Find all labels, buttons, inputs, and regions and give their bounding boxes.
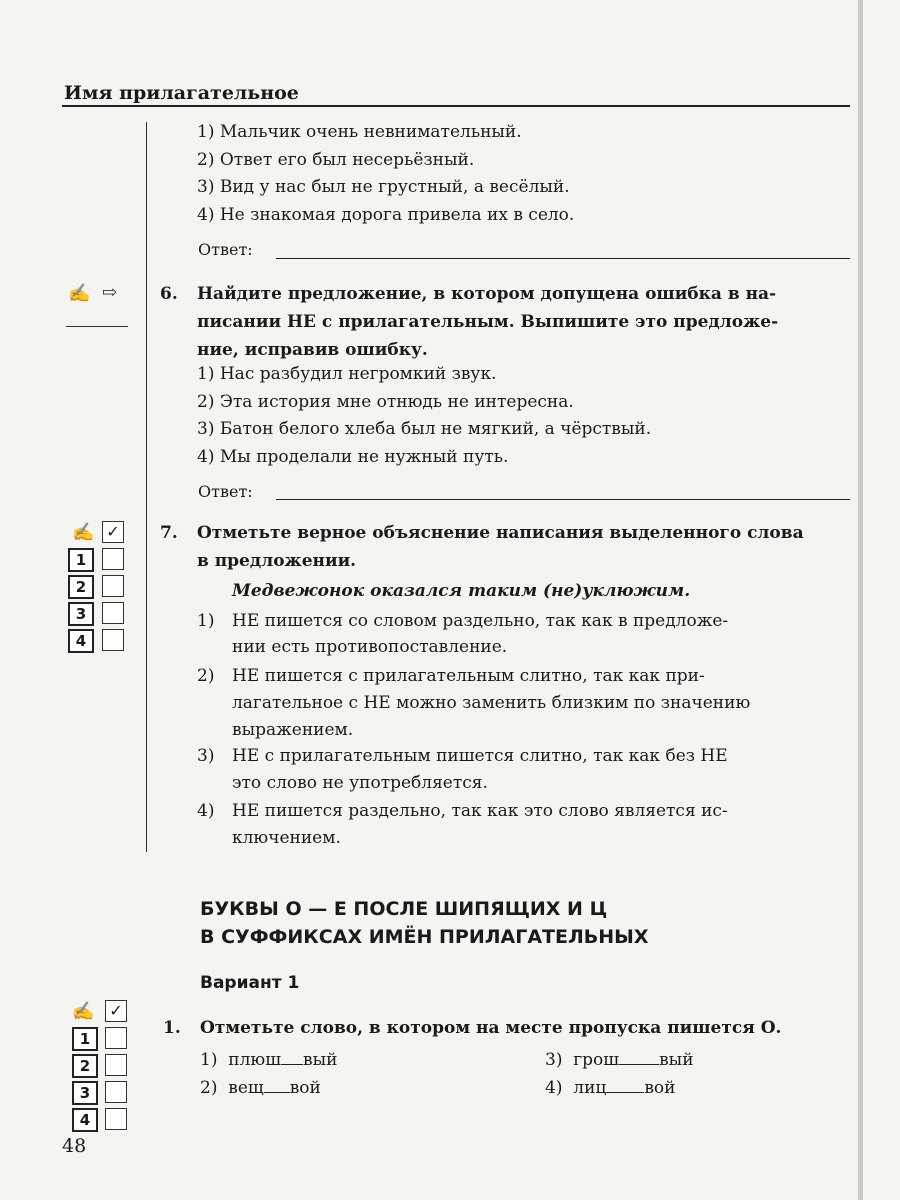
task6-answer-label: Ответ: — [198, 482, 253, 501]
task5-option-4: 4) Не знакомая дорога привела их в село. — [197, 205, 575, 225]
task7-option-2-line1: НЕ пишется с прилагательным слитно, так как при- — [232, 666, 705, 686]
task6-question-line1: Найдите предложение, в котором допущена ошибка в на- — [197, 284, 777, 304]
task7-number: 7. — [160, 523, 178, 543]
task1-question: Отметьте слово, в котором на месте пропуска пишется О. — [200, 1018, 782, 1038]
arrow-right-icon: ⇨ — [102, 282, 118, 303]
option-number-box: 2 — [68, 575, 94, 599]
task7-option-4-line1: НЕ пишется раздельно, так как это слово является ис- — [232, 801, 728, 821]
write-pen-icon: ✍ — [72, 1001, 95, 1022]
task1-option-4: 4) лиц вой — [545, 1074, 675, 1102]
page-number: 48 — [62, 1135, 87, 1157]
task1-number: 1. — [163, 1018, 181, 1038]
task7-option-3-line1: НЕ с прилагательным пишется слитно, так как без НЕ — [232, 746, 728, 766]
option-number-box: 4 — [68, 629, 94, 653]
task1-option-1: 1) плюш вый — [200, 1046, 337, 1074]
checkbox-checked[interactable]: ✓ — [102, 521, 124, 543]
option-number-box: 1 — [72, 1027, 98, 1051]
option-number-box: 2 — [72, 1054, 98, 1078]
task7-option-1-line1: НЕ пишется со словом раздельно, так как в предложе- — [232, 611, 729, 631]
task7-question-line2: в предложении. — [197, 551, 357, 571]
task6-question-line3: ние, исправив ошибку. — [197, 340, 428, 360]
margin-divider — [66, 326, 128, 327]
page-edge — [858, 0, 863, 1200]
task5-answer-label: Ответ: — [198, 240, 253, 259]
write-pen-icon: ✍ — [72, 522, 95, 543]
task5-answer-line[interactable] — [276, 258, 850, 259]
section-title-line2: В СУФФИКСАХ ИМЁН ПРИЛАГАТЕЛЬНЫХ — [200, 926, 649, 948]
task7-option-4-line2: ключением. — [232, 828, 341, 848]
task7-option-2-line2: лагательное с НЕ можно заменить близким по значению — [232, 693, 751, 713]
task6-option-4: 4) Мы проделали не нужный путь. — [197, 447, 509, 467]
option-number-box: 1 — [68, 548, 94, 572]
task1-option-2: 2) вещ вой — [200, 1074, 321, 1102]
task5-option-1: 1) Мальчик очень невнимательный. — [197, 122, 522, 142]
checkbox-checked[interactable]: ✓ — [105, 1000, 127, 1022]
answer-checkbox-2[interactable] — [102, 575, 124, 597]
answer-checkbox-2[interactable] — [105, 1054, 127, 1076]
task6-option-1: 1) Нас разбудил негромкий звук. — [197, 364, 497, 384]
task6-answer-line[interactable] — [276, 499, 850, 500]
option-number-box: 4 — [72, 1108, 98, 1132]
answer-checkbox-3[interactable] — [102, 602, 124, 624]
margin-rule — [146, 122, 147, 852]
task7-option-2-number: 2) — [197, 666, 215, 686]
task6-option-2: 2) Эта история мне отнюдь не интересна. — [197, 392, 574, 412]
header-rule — [62, 105, 850, 107]
answer-checkbox-4[interactable] — [102, 629, 124, 651]
task7-option-3-line2: это слово не употребляется. — [232, 773, 488, 793]
task7-option-2-line3: выражением. — [232, 720, 354, 740]
task7-option-1-line2: нии есть противопоставление. — [232, 637, 508, 657]
task6-number: 6. — [160, 284, 178, 304]
task7-question-line1: Отметьте верное объяснение написания выделенного слова — [197, 523, 804, 543]
option-number-box: 3 — [68, 602, 94, 626]
task7-option-3-number: 3) — [197, 746, 215, 766]
task7-option-1-number: 1) — [197, 611, 215, 631]
task6-question-line2: писании НЕ с прилагательным. Выпишите это предложе- — [197, 312, 779, 332]
task7-example-sentence: Медвежонок оказался таким (не)уклюжим. — [232, 581, 691, 601]
variant-heading: Вариант 1 — [200, 973, 300, 993]
task6-option-3: 3) Батон белого хлеба был не мягкий, а чёрствый. — [197, 419, 652, 439]
task5-option-2: 2) Ответ его был несерьёзный. — [197, 150, 475, 170]
task1-option-3: 3) грош вый — [545, 1046, 694, 1074]
answer-checkbox-4[interactable] — [105, 1108, 127, 1130]
section-title-line1: БУКВЫ О — Е ПОСЛЕ ШИПЯЩИХ И Ц — [200, 898, 608, 920]
task5-option-3: 3) Вид у нас был не грустный, а весёлый. — [197, 177, 570, 197]
write-pen-icon: ✍ — [68, 283, 91, 304]
answer-checkbox-1[interactable] — [105, 1027, 127, 1049]
answer-checkbox-1[interactable] — [102, 548, 124, 570]
answer-checkbox-3[interactable] — [105, 1081, 127, 1103]
task7-option-4-number: 4) — [197, 801, 215, 821]
option-number-box: 3 — [72, 1081, 98, 1105]
page-header-title: Имя прилагательное — [64, 82, 299, 104]
